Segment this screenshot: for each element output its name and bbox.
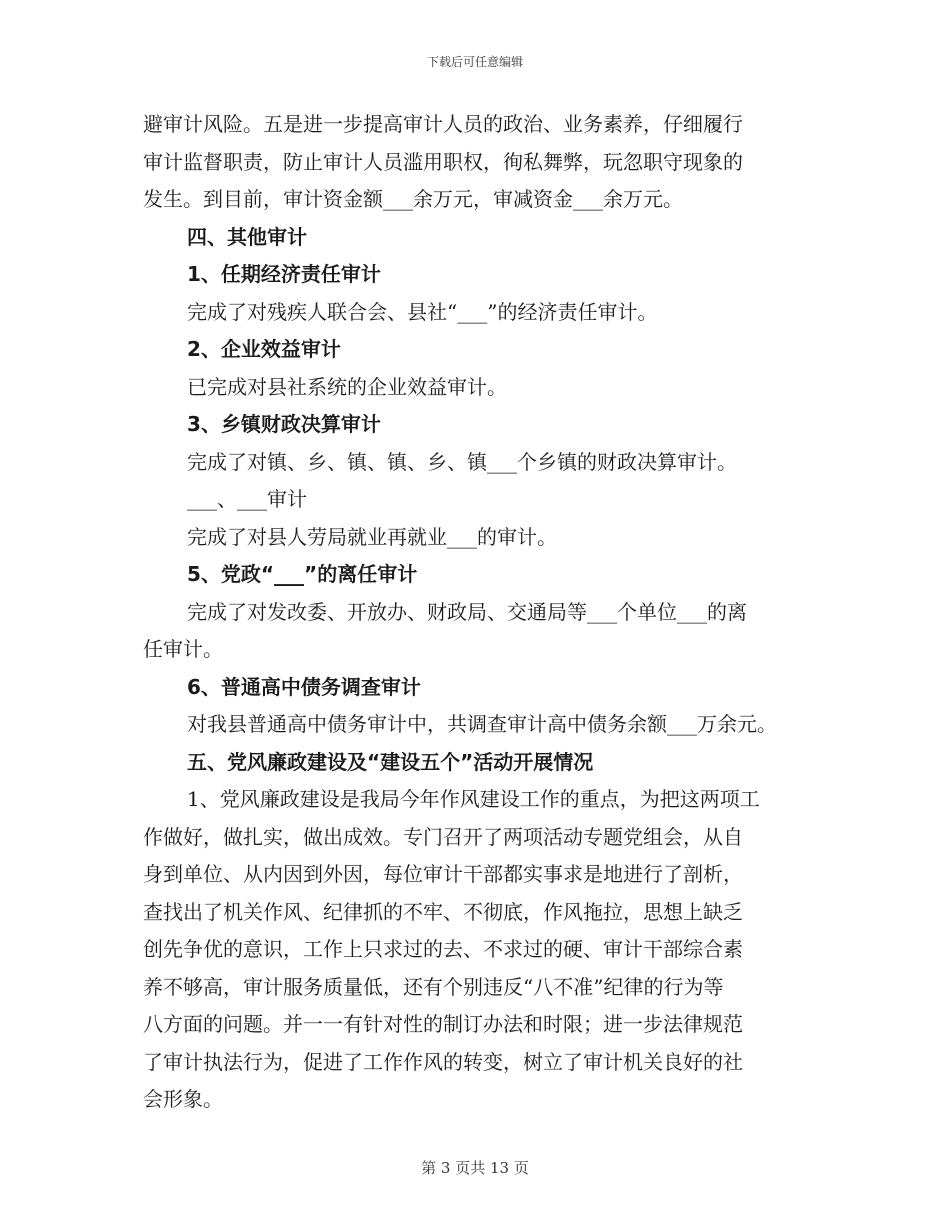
subsection-heading: 6、普通高中债务调查审计 — [187, 674, 421, 699]
body-line: 八方面的问题。并一一有针对性的制订办法和时限；进一步法律规范 — [143, 1012, 743, 1036]
body-line: 完成了对县人劳局就业再就业___的审计。 — [187, 524, 557, 549]
body-line: 避审计风险。五是进一步提高审计人员的政治、业务素养，仔细履行 — [143, 112, 743, 136]
body-line: 审计监督职责，防止审计人员滥用职权，徇私舞弊，玩忽职守现象的 — [143, 149, 743, 174]
body-line: 作做好，做扎实，做出成效。专门召开了两项活动专题党组会，从自 — [143, 824, 743, 849]
body-line: 完成了对残疾人联合会、县社“___”的经济责任审计。 — [187, 299, 658, 324]
body-line: 完成了对镇、乡、镇、镇、乡、镇___个乡镇的财政决算审计。 — [187, 449, 737, 474]
page-number: 第 3 页共 13 页 — [421, 1159, 529, 1177]
subsection-heading: 5、党政“___”的离任审计 — [187, 562, 418, 586]
body-line: 创先争优的意识，工作上只求过的去、不求过的硬、审计干部综合素 — [143, 937, 743, 961]
subsection-heading: 2、企业效益审计 — [187, 337, 341, 361]
body-line: 了审计执法行为，促进了工作作风的转变，树立了审计机关良好的社 — [143, 1049, 743, 1074]
body-line: 会形象。 — [143, 1087, 223, 1111]
body-line: 对我县普通高中债务审计中，共调查审计高中债务余额___万余元。 — [187, 712, 777, 736]
body-line: 1、党风廉政建设是我局今年作风建设工作的重点，为把这两项工 — [187, 787, 760, 811]
section-heading: 四、其他审计 — [187, 224, 307, 249]
header-note: 下载后可任意编辑 — [426, 55, 523, 69]
section-heading: 五、党风廉政建设及“建设五个”活动开展情况 — [187, 749, 594, 774]
body-line: 任审计。 — [143, 637, 223, 661]
body-line: 已完成对县社系统的企业效益审计。 — [187, 374, 507, 399]
body-line: ___、___审计 — [187, 487, 307, 511]
subsection-heading: 1、任期经济责任审计 — [187, 262, 381, 286]
subsection-heading: 3、乡镇财政决算审计 — [187, 412, 381, 436]
body-line: 查找出了机关作风、纪律抓的不牢、不彻底，作风拖拉，思想上缺乏 — [143, 899, 743, 924]
body-line: 身到单位、从内因到外因，每位审计干部都实事求是地进行了剖析， — [143, 862, 743, 886]
body-line: 完成了对发改委、开放办、财政局、交通局等___个单位___的离 — [187, 599, 747, 624]
body-line: 养不够高，审计服务质量低，还有个别违反“八不准”纪律的行为等 — [143, 974, 724, 999]
body-line: 发生。到目前，审计资金额___余万元，审减资金___余万元。 — [143, 187, 683, 211]
document-body — [143, 106, 823, 1119]
